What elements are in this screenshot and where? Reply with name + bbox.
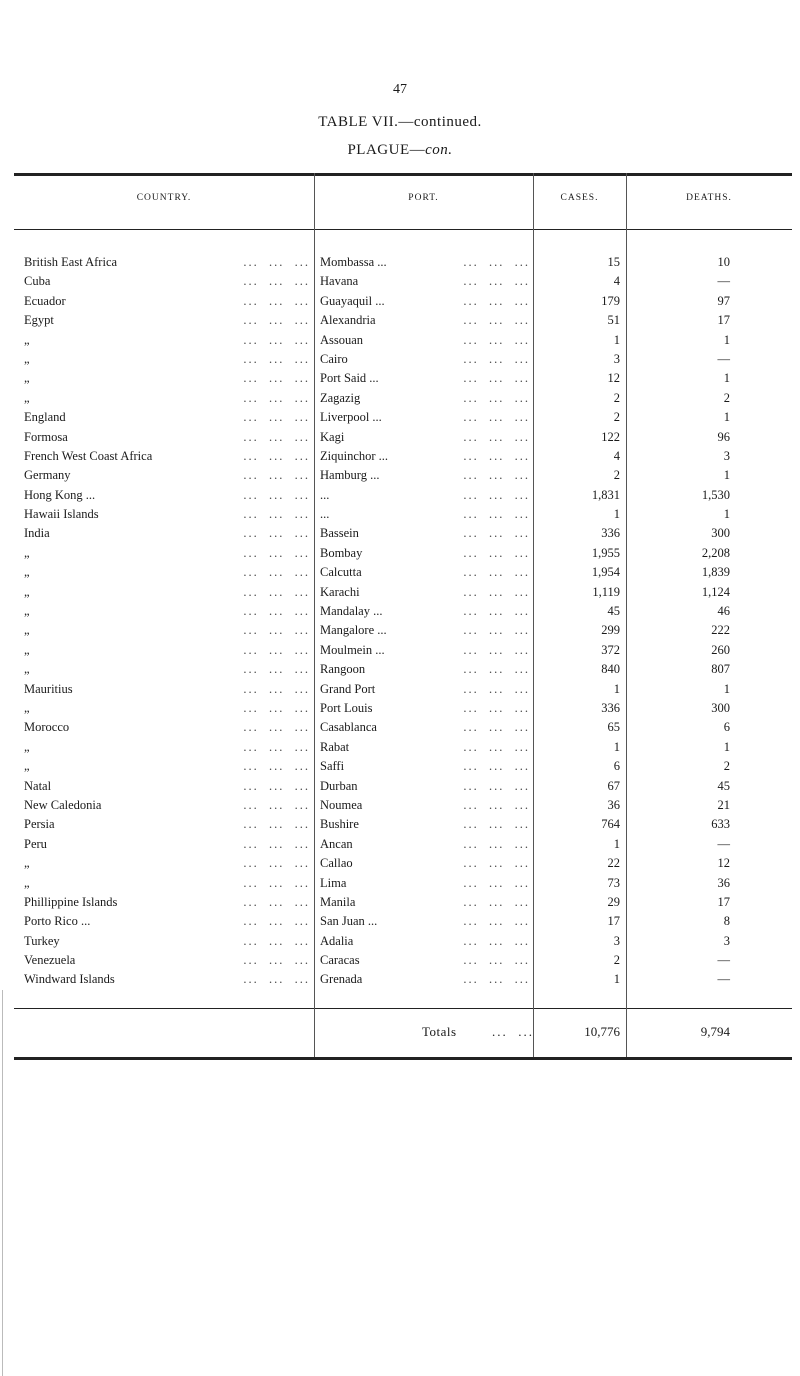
leader-dots: ... ... ...	[463, 972, 530, 987]
leader-dots: ... ... ...	[243, 875, 310, 890]
port-cell: Mandalay ...	[320, 604, 383, 619]
table-row	[14, 932, 792, 951]
port-cell: Durban	[320, 778, 358, 793]
cases-cell: 1	[613, 739, 620, 754]
header-rule	[14, 229, 792, 230]
port-cell: Ancan	[320, 836, 353, 851]
leader-dots: ... ... ...	[243, 429, 310, 444]
leader-dots: ... ... ...	[463, 623, 530, 638]
port-cell: Liverpool ...	[320, 410, 382, 425]
leader-dots: ... ... ...	[243, 313, 310, 328]
leader-dots: ... ... ...	[243, 739, 310, 754]
deaths-cell: 6	[723, 720, 730, 735]
table-row	[14, 272, 792, 291]
leader-dots: ... ... ...	[463, 584, 530, 599]
leader-dots: ... ... ...	[243, 410, 310, 425]
leader-dots: ... ... ...	[463, 700, 530, 715]
table-row	[14, 660, 792, 679]
port-cell: Assouan	[320, 332, 364, 347]
deaths-cell: 1	[723, 681, 730, 696]
leader-dots: ... ... ...	[243, 332, 310, 347]
port-cell: Caracas	[320, 953, 360, 968]
table-row	[14, 815, 792, 834]
cases-cell: 2	[613, 410, 620, 425]
cases-cell: 1,119	[592, 584, 620, 599]
cases-cell: 122	[601, 429, 620, 444]
country-cell: India	[24, 526, 50, 541]
leader-dots: ... ... ...	[463, 817, 530, 832]
country-cell: Mauritius	[24, 681, 73, 696]
table-row	[14, 524, 792, 543]
table-row	[14, 835, 792, 854]
table-row	[14, 466, 792, 485]
port-cell: Guayaquil ...	[320, 293, 385, 308]
country-cell: „	[24, 875, 30, 890]
deaths-cell: 2	[723, 390, 730, 405]
deaths-cell: 96	[717, 429, 730, 444]
deaths-cell: 1,839	[701, 565, 730, 580]
plague-table	[14, 173, 792, 1236]
table-row	[14, 408, 792, 427]
deaths-cell: 45	[717, 778, 730, 793]
totals-deaths: 9,794	[700, 1024, 730, 1039]
leader-dots: ... ... ...	[243, 448, 310, 463]
leader-dots: ... ... ...	[243, 584, 310, 599]
table-row	[14, 583, 792, 602]
port-cell: Port Said ...	[320, 371, 379, 386]
port-cell: Calcutta	[320, 565, 362, 580]
deaths-cell: —	[717, 953, 730, 968]
cases-cell: 1,954	[591, 565, 620, 580]
table-row	[14, 777, 792, 796]
deaths-cell: 46	[717, 604, 730, 619]
leader-dots: ... ... ...	[243, 662, 310, 677]
country-cell: „	[24, 759, 30, 774]
deaths-cell: 2	[723, 759, 730, 774]
cases-cell: 12	[607, 371, 620, 386]
leader-dots: ... ... ...	[463, 565, 530, 580]
leader-dots: ... ... ...	[463, 371, 530, 386]
table-row	[14, 912, 792, 931]
leader-dots: ... ... ...	[463, 604, 530, 619]
deaths-cell: 633	[711, 817, 730, 832]
country-cell: „	[24, 623, 30, 638]
header-deaths: DEATHS.	[686, 193, 732, 203]
port-cell: Bombay	[320, 545, 363, 560]
port-cell: Moulmein ...	[320, 642, 385, 657]
country-cell: British East Africa	[24, 255, 118, 269]
deaths-cell: 1,530	[701, 487, 730, 502]
leader-dots: ... ... ...	[463, 933, 530, 948]
deaths-cell: 300	[711, 526, 730, 541]
leader-dots: ... ... ...	[463, 894, 530, 909]
leader-dots: ... ... ...	[243, 797, 310, 812]
cases-cell: 67	[607, 778, 620, 793]
deaths-cell: 17	[717, 313, 730, 328]
cases-cell: 336	[601, 526, 620, 541]
deaths-cell: 10	[717, 255, 730, 269]
port-cell: Hamburg ...	[320, 468, 380, 483]
leader-dots: ... ... ...	[243, 914, 310, 929]
cases-cell: 1	[613, 972, 620, 987]
leader-dots: ... ... ...	[463, 953, 530, 968]
leader-dots: ... ... ...	[243, 274, 310, 289]
port-cell: Havana	[320, 274, 359, 289]
cases-cell: 1	[613, 507, 620, 522]
port-cell: Karachi	[320, 584, 360, 599]
cases-cell: 4	[613, 274, 620, 289]
table-row	[14, 505, 792, 524]
deaths-cell: 1,124	[701, 584, 730, 599]
port-cell: Kagi	[320, 429, 345, 444]
leader-dots: ... ... ...	[463, 797, 530, 812]
deaths-cell: 1	[723, 371, 730, 386]
cases-cell: 1,831	[591, 487, 620, 502]
deaths-cell: 21	[717, 797, 730, 812]
leader-dots: ... ... ...	[463, 429, 530, 444]
cases-cell: 6	[613, 759, 620, 774]
leader-dots: ... ... ...	[243, 972, 310, 987]
header-port: PORT.	[408, 193, 439, 203]
country-cell: Natal	[24, 778, 52, 793]
leader-dots: ... ... ...	[463, 642, 530, 657]
port-cell: Rangoon	[320, 662, 366, 677]
deaths-cell: 1	[723, 739, 730, 754]
deaths-cell: —	[717, 836, 730, 851]
country-cell: „	[24, 739, 30, 754]
cases-cell: 764	[601, 817, 620, 832]
country-cell: Porto Rico ...	[24, 914, 91, 929]
deaths-cell: 1	[723, 468, 730, 483]
country-cell: „	[24, 332, 30, 347]
cases-cell: 1	[613, 332, 620, 347]
leader-dots: ... ... ...	[243, 526, 310, 541]
port-cell: Cairo	[320, 351, 348, 366]
country-cell: „	[24, 700, 30, 715]
port-cell: Casablanca	[320, 720, 377, 735]
deaths-cell: 8	[723, 914, 730, 929]
cases-cell: 1	[613, 681, 620, 696]
country-cell: „	[24, 565, 30, 580]
leader-dots: ... ... ...	[243, 933, 310, 948]
country-cell: Ecuador	[24, 293, 66, 308]
table-row	[14, 428, 792, 447]
country-cell: Windward Islands	[24, 972, 115, 987]
country-cell: Germany	[24, 468, 71, 483]
leader-dots: ... ... ...	[243, 351, 310, 366]
table-row	[14, 602, 792, 621]
leader-dots: ... ... ...	[463, 410, 530, 425]
leader-dots: ... ... ...	[463, 274, 530, 289]
cases-cell: 65	[607, 720, 620, 735]
table-row	[14, 970, 792, 989]
deaths-cell: 3	[723, 933, 730, 948]
table-row	[14, 311, 792, 330]
deaths-cell: 2,208	[701, 545, 730, 560]
leader-dots: ... ... ...	[243, 681, 310, 696]
subtitle-italic: con.	[425, 142, 453, 158]
leader-dots: ... ... ...	[463, 875, 530, 890]
leader-dots: ... ... ...	[243, 894, 310, 909]
cases-cell: 3	[613, 351, 620, 366]
cases-cell: 17	[607, 914, 620, 929]
deaths-cell: 36	[717, 875, 730, 890]
leader-dots: ... ... ...	[243, 700, 310, 715]
leader-dots: ... ... ...	[243, 836, 310, 851]
leader-dots: ... ... ...	[463, 313, 530, 328]
leader-dots: ... ... ...	[463, 390, 530, 405]
deaths-cell: —	[717, 972, 730, 987]
leader-dots: ... ... ...	[243, 856, 310, 871]
deaths-cell: —	[717, 351, 730, 366]
port-cell: ...	[320, 487, 330, 502]
table-row	[14, 796, 792, 815]
deaths-cell: 1	[723, 332, 730, 347]
cases-cell: 15	[607, 255, 620, 269]
leader-dots: ... ... ...	[463, 526, 530, 541]
totals-rule	[14, 1008, 792, 1009]
leader-dots: ... ... ...	[463, 332, 530, 347]
table-row	[14, 680, 792, 699]
port-cell: Mangalore ...	[320, 623, 387, 638]
leader-dots: ... ... ...	[463, 681, 530, 696]
country-cell: „	[24, 584, 30, 599]
leader-dots: ... ... ...	[243, 507, 310, 522]
port-cell: Saffi	[320, 759, 345, 774]
country-cell: Persia	[24, 817, 55, 832]
table-row	[14, 874, 792, 893]
port-cell: Rabat	[320, 739, 350, 754]
leader-dots: ... ... ...	[243, 642, 310, 657]
bottom-rule	[14, 1057, 792, 1060]
margin-line	[2, 990, 3, 1376]
header-cases: CASES.	[560, 193, 599, 203]
deaths-cell: 97	[717, 293, 730, 308]
cases-cell: 299	[601, 623, 620, 638]
deaths-cell: —	[717, 274, 730, 289]
leader-dots: ... ... ...	[463, 468, 530, 483]
totals-label: Totals	[422, 1024, 457, 1039]
leader-dots: ... ... ...	[243, 487, 310, 502]
table-row	[14, 486, 792, 505]
deaths-cell: 3	[723, 448, 730, 463]
table-row	[14, 699, 792, 718]
cases-cell: 2	[613, 390, 620, 405]
country-cell: Egypt	[24, 313, 54, 328]
country-cell: „	[24, 545, 30, 560]
leader-dots: ... ... ...	[463, 507, 530, 522]
deaths-cell: 1	[723, 410, 730, 425]
table-row	[14, 951, 792, 970]
table-row	[14, 621, 792, 640]
leader-dots: ... ... ...	[243, 371, 310, 386]
cases-cell: 51	[607, 313, 620, 328]
deaths-cell: 12	[717, 856, 730, 871]
country-cell: Formosa	[24, 429, 68, 444]
cases-cell: 4	[613, 448, 620, 463]
port-cell: Ziquinchor ...	[320, 448, 389, 463]
table-row	[14, 369, 792, 388]
table-row	[14, 738, 792, 757]
totals-row	[14, 1021, 792, 1043]
deaths-cell: 807	[711, 662, 730, 677]
port-cell: Mombassa ...	[320, 255, 387, 269]
cases-cell: 29	[607, 894, 620, 909]
leader-dots: ... ... ...	[463, 351, 530, 366]
country-cell: Turkey	[24, 933, 60, 948]
table-row	[14, 350, 792, 369]
leader-dots: ... ... ...	[463, 778, 530, 793]
deaths-cell: 222	[711, 623, 730, 638]
deaths-cell: 17	[717, 894, 730, 909]
deaths-cell: 300	[711, 700, 730, 715]
country-cell: Morocco	[24, 720, 70, 735]
leader-dots: ... ... ...	[463, 759, 530, 774]
deaths-cell: 1	[723, 507, 730, 522]
table-subtitle	[0, 142, 800, 159]
leader-dots: ... ... ...	[463, 856, 530, 871]
port-cell: Port Louis	[320, 700, 373, 715]
port-cell: Adalia	[320, 933, 354, 948]
country-cell: Cuba	[24, 274, 51, 289]
leader-dots: ... ... ...	[243, 623, 310, 638]
table-row	[14, 253, 792, 272]
country-cell: Phillippine Islands	[24, 894, 118, 909]
leader-dots: ... ... ...	[243, 817, 310, 832]
subtitle-main: PLAGUE—	[347, 142, 426, 158]
country-cell: „	[24, 662, 30, 677]
country-cell: „	[24, 604, 30, 619]
cases-cell: 372	[601, 642, 620, 657]
leader-dots: ... ... ...	[463, 914, 530, 929]
table-row	[14, 641, 792, 660]
cases-cell: 179	[601, 293, 620, 308]
leader-dots: ... ... ...	[463, 293, 530, 308]
leader-dots: ... ... ...	[463, 255, 530, 269]
leader-dots: ... ... ...	[243, 545, 310, 560]
table-row	[14, 331, 792, 350]
port-cell: Lima	[320, 875, 347, 890]
leader-dots: ... ... ...	[243, 565, 310, 580]
country-cell: „	[24, 856, 30, 871]
cases-cell: 1,955	[591, 545, 620, 560]
totals-cases: 10,776	[584, 1024, 620, 1039]
country-cell: „	[24, 351, 30, 366]
port-cell: Grand Port	[320, 681, 376, 696]
table-row	[14, 292, 792, 311]
port-cell: Noumea	[320, 797, 363, 812]
leader-dots: ... ... ...	[243, 778, 310, 793]
cases-cell: 45	[607, 604, 620, 619]
table-row	[14, 718, 792, 737]
cases-cell: 2	[613, 468, 620, 483]
leader-dots: ... ... ...	[463, 487, 530, 502]
port-cell: ...	[320, 507, 330, 522]
leader-dots: ... ... ...	[463, 720, 530, 735]
leader-dots: ... ... ...	[463, 836, 530, 851]
port-cell: Callao	[320, 856, 353, 871]
leader-dots: ... ... ...	[463, 545, 530, 560]
country-cell: Hawaii Islands	[24, 507, 99, 522]
country-cell: England	[24, 410, 66, 425]
cases-cell: 3	[613, 933, 620, 948]
table-body	[14, 253, 792, 990]
leader-dots: ... ... ...	[243, 390, 310, 405]
leader-dots: ... ... ...	[243, 255, 310, 269]
table-row	[14, 544, 792, 563]
table-row	[14, 893, 792, 912]
table-title: TABLE VII.—continued.	[318, 114, 482, 130]
leader-dots: ... ... ...	[243, 720, 310, 735]
port-cell: Manila	[320, 894, 356, 909]
leader-dots: ... ... ...	[243, 953, 310, 968]
leader-dots: ... ... ...	[243, 468, 310, 483]
cases-cell: 2	[613, 953, 620, 968]
country-cell: Hong Kong ...	[24, 487, 96, 502]
leader-dots: ... ... ...	[243, 293, 310, 308]
header-country: COUNTRY.	[136, 193, 192, 203]
table-row	[14, 757, 792, 776]
table-row	[14, 447, 792, 466]
port-cell: San Juan ...	[320, 914, 378, 929]
table-row	[14, 854, 792, 873]
table-row	[14, 563, 792, 582]
top-rule	[14, 173, 792, 176]
port-cell: Bushire	[320, 817, 359, 832]
country-cell: „	[24, 390, 30, 405]
deaths-cell: 260	[711, 642, 730, 657]
cases-cell: 73	[607, 875, 620, 890]
leader-dots: ... ... ...	[243, 604, 310, 619]
port-cell: Grenada	[320, 972, 363, 987]
cases-cell: 36	[607, 797, 620, 812]
leader-dots: ... ... ...	[463, 448, 530, 463]
leader-dots: ... ...	[492, 1024, 534, 1039]
port-cell: Zagazig	[320, 390, 361, 405]
cases-cell: 22	[607, 856, 620, 871]
port-cell: Bassein	[320, 526, 359, 541]
country-cell: French West Coast Africa	[24, 448, 153, 463]
leader-dots: ... ... ...	[463, 662, 530, 677]
country-cell: Peru	[24, 836, 47, 851]
leader-dots: ... ... ...	[243, 759, 310, 774]
country-cell: Venezuela	[24, 953, 76, 968]
country-cell: „	[24, 642, 30, 657]
cases-cell: 1	[613, 836, 620, 851]
port-cell: Alexandria	[320, 313, 376, 328]
country-cell: New Caledonia	[24, 797, 102, 812]
country-cell: „	[24, 371, 30, 386]
table-row	[14, 389, 792, 408]
cases-cell: 840	[601, 662, 620, 677]
cases-cell: 336	[601, 700, 620, 715]
page-number: 47	[393, 82, 407, 97]
leader-dots: ... ... ...	[463, 739, 530, 754]
